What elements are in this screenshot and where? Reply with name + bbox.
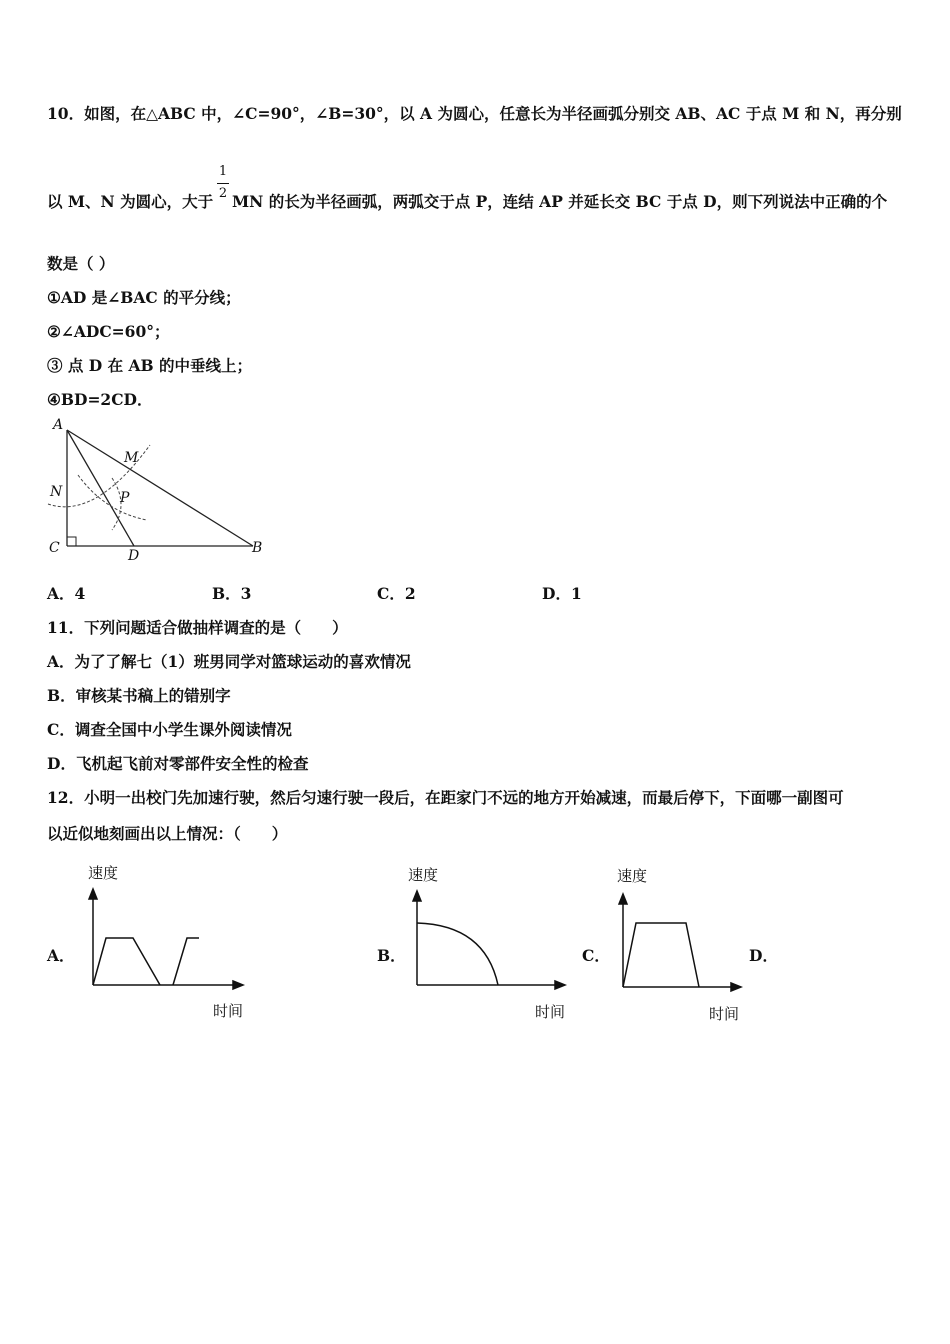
q10-option-b: B．3 bbox=[212, 584, 252, 603]
label-C: C bbox=[49, 540, 60, 556]
graph-c-x-arrow bbox=[731, 983, 741, 991]
graph-c-option: C． bbox=[582, 946, 610, 965]
q10-statement-1: ①AD 是∠BAC 的平分线； bbox=[47, 288, 241, 307]
graph-c-curve bbox=[623, 923, 699, 987]
graph-c-y-arrow bbox=[619, 894, 627, 904]
graph-b-option: B． bbox=[377, 946, 406, 965]
q11-option-b: B．审核某书稿上的错别字 bbox=[47, 686, 231, 705]
q10-line3: 数是（ ） bbox=[47, 254, 115, 273]
q11-option-d: D．飞机起飞前对零部件安全性的检查 bbox=[47, 754, 309, 773]
q10-line2-post: MN 的长为半径画弧，两弧交于点 P，连结 AP 并延长交 BC 于点 D，则下列说法中正确的个 bbox=[232, 192, 888, 211]
q11-option-c: C．调查全国中小学生课外阅读情况 bbox=[47, 720, 292, 739]
fraction-numerator: 1 bbox=[218, 164, 228, 179]
graph-a-y-label: 速度 bbox=[88, 864, 119, 882]
graph-b-x-label: 时间 bbox=[535, 1003, 566, 1021]
q10-statement-4: ④BD=2CD． bbox=[47, 390, 153, 409]
q10-option-c: C．2 bbox=[377, 584, 416, 603]
fraction-denominator: 2 bbox=[218, 186, 228, 201]
q12-line1: 12．小明一出校门先加速行驶，然后匀速行驶一段后，在距家门不远的地方开始减速，而最后停下，下面哪一副图可 bbox=[47, 788, 844, 807]
label-P: P bbox=[120, 490, 130, 506]
label-M: M bbox=[124, 450, 139, 466]
graph-c-y-label: 速度 bbox=[617, 867, 648, 885]
q10-option-a: A．4 bbox=[47, 584, 86, 603]
q10-statement-2: ②∠ADC=60°； bbox=[47, 322, 170, 341]
q11-option-a: A．为了了解七（1）班男同学对篮球运动的喜欢情况 bbox=[47, 652, 411, 671]
label-D: D bbox=[128, 548, 140, 564]
graph-d-option: D． bbox=[749, 946, 778, 965]
label-B: B bbox=[252, 540, 263, 556]
graph-c-x-label: 时间 bbox=[709, 1005, 740, 1023]
label-N: N bbox=[50, 484, 63, 500]
label-A: A bbox=[53, 417, 64, 433]
q11-stem: 11．下列问题适合做抽样调查的是（ ） bbox=[47, 618, 348, 637]
q10-statement-3: ③ 点 D 在 AB 的中垂线上； bbox=[47, 356, 253, 375]
graph-a-option: A． bbox=[47, 946, 75, 965]
graph-b-y-label: 速度 bbox=[408, 866, 439, 884]
q10-line1: 10．如图，在△ABC 中，∠C=90°，∠B=30°，以 A 为圆心，任意长为半径画弧分别交 AB、AC 于点 M 和 N，再分别 bbox=[47, 104, 902, 123]
q10-line2-pre: 以 M、N 为圆心，大于 bbox=[47, 192, 214, 211]
q12-line2: 以近似地刻画出以上情况：（ ） bbox=[47, 824, 288, 843]
q10-option-d: D．1 bbox=[542, 584, 582, 603]
graph-a-x-label: 时间 bbox=[213, 1002, 244, 1020]
